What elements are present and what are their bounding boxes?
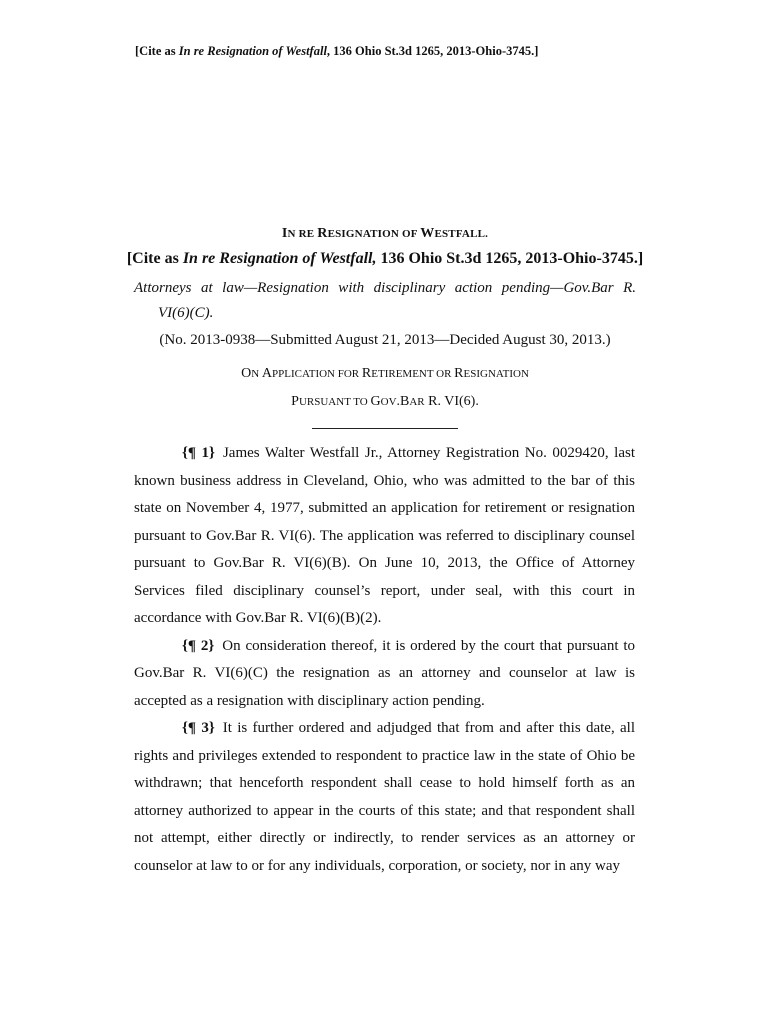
syllabus bbox=[134, 276, 636, 326]
paragraph-number: {¶ 2} bbox=[182, 637, 215, 654]
paragraph-text: James Walter Westfall Jr., Attorney Registration No. 0029420, last known business address in Cleveland, Ohio, who was admitted to the bar of this state on November 4, 1977, submitted an application for retirement or resignation pursuant to Gov.Bar R. VI(6). The application was referred to disciplinary counsel pursuant to Gov.Bar R. VI(6)(B). On June 10, 2013, the Office of Attorney Services filed disciplinary counsel’s report, under seal, with this court in accordance with Gov.Bar R. VI(6)(B)(2). bbox=[134, 445, 635, 626]
header-citation: [Cite as In re Resignation of Westfall, 136 Ohio St.3d 1265, 2013-Ohio-3745.] bbox=[135, 44, 539, 58]
paragraph-number: {¶ 1} bbox=[182, 445, 215, 461]
paragraph-number: {¶ 3} bbox=[182, 720, 215, 736]
paragraph-text: It is further ordered and adjudged that from and after this date, all rights and privileges extended to respondent to practice law in the state of Ohio be withdrawn; that henceforth respondent shall cease to hold himself forth as an attorney authorized to appear in the courts of this state; and that respondent shall not attempt, either directly or indirectly, to render services as an attorney or counselor at law to or for any individuals, corporation, or society, nor in any way bbox=[134, 720, 636, 874]
section-divider bbox=[312, 428, 458, 429]
paragraph-text: On consideration thereof, it is ordered by the court that pursuant to Gov.Bar R. VI(6)(C) the resignation as an attorney and counselor at law is accepted as a resignation with disciplinary action pending. bbox=[134, 637, 635, 709]
header-case-name: In re Resignation of Westfall bbox=[178, 44, 327, 58]
main-citation: [Cite as In re Resignation of Westfall, 136 Ohio St.3d 1265, 2013-Ohio-3745.] bbox=[126, 250, 644, 267]
syllabus-line-2: VI(6)(C). bbox=[158, 305, 214, 321]
paragraph bbox=[134, 440, 635, 633]
docket-line: (No. 2013-0938—Submitted August 21, 2013—Decided August 30, 2013.) bbox=[159, 332, 611, 348]
opinion-body bbox=[134, 440, 635, 880]
paragraph bbox=[134, 633, 635, 716]
case-title: IN RE RESIGNATION OF WESTFALL. bbox=[281, 226, 489, 241]
paragraph bbox=[134, 715, 635, 880]
main-case-name: In re Resignation of Westfall, bbox=[182, 250, 377, 267]
application-heading bbox=[0, 360, 770, 416]
application-heading-line-1: ON APPLICATION FOR RETIREMENT OR RESIGNATION bbox=[241, 366, 529, 381]
application-heading-line-2: PURSUANT TO GOV.BAR R. VI(6). bbox=[291, 394, 479, 409]
syllabus-line-1: Attorneys at law—Resignation with disciplinary action pending—Gov.Bar R. bbox=[134, 280, 636, 296]
